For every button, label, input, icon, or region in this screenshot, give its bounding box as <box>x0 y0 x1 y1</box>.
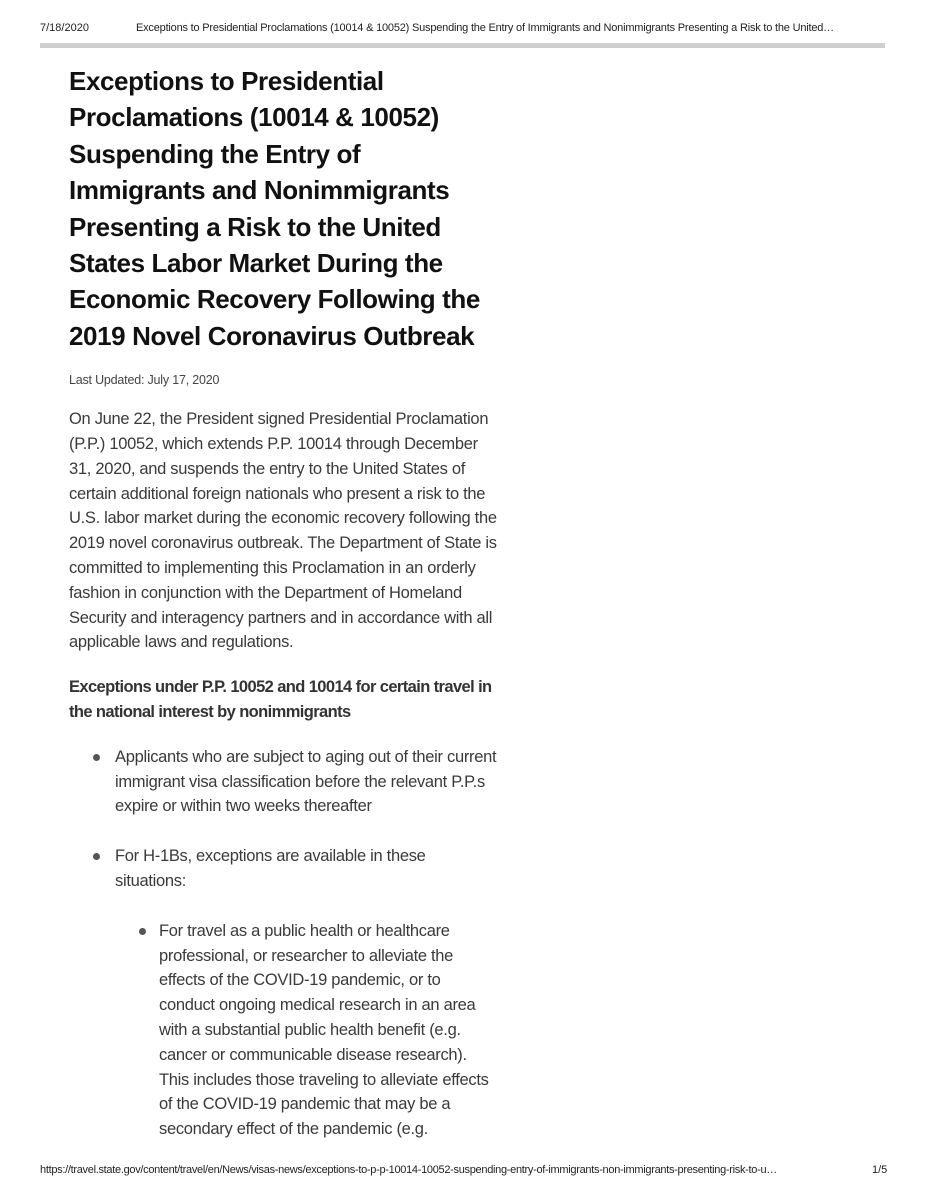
list-item <box>69 844 499 1142</box>
page-number: 1/5 <box>872 1164 888 1176</box>
last-updated-date: Last Updated: July 17, 2020 <box>69 373 220 388</box>
header-divider <box>40 43 885 48</box>
page-url: https://travel.state.gov/content/travel/en/News/visas-news/exceptions-to-p-p-10014-10052-suspending-entry-of-immigrants-non-immigrants-presenting-risk-to-u… <box>40 1164 777 1176</box>
page-title: Exceptions to Presidential Proclamations (10014 & 10052) Suspending the Entry of Immigrants and Nonimmigrants Presenting a Risk to the United States Labor Market During the Economic Recovery Following the 2019 Novel Coronavirus Outbreak <box>69 66 480 351</box>
sub-list-item <box>115 919 499 1142</box>
list-item-text: For H-1Bs, exceptions are available in these situations: <box>115 847 426 890</box>
print-date: 7/18/2020 <box>40 22 89 34</box>
bullet-icon <box>93 754 100 761</box>
exceptions-list <box>69 745 499 1142</box>
article-content <box>69 60 499 1160</box>
list-item <box>69 745 499 819</box>
print-page-title: Exceptions to Presidential Proclamations (10014 & 10052) Suspending the Entry of Immigrants and Nonimmigrants Presenting a Risk to the United… <box>136 22 834 34</box>
print-header <box>0 0 927 48</box>
bullet-icon <box>139 928 146 935</box>
list-item-text: Applicants who are subject to aging out of their current immigrant visa classification before the relevant P.P.s expire or within two weeks thereafter <box>115 747 497 816</box>
bullet-icon <box>93 853 100 860</box>
print-footer <box>0 1160 927 1184</box>
section-heading: Exceptions under P.P. 10052 and 10014 for certain travel in the national interest by nonimmigrants <box>69 678 492 722</box>
sub-list-item-text: For travel as a public health or healthcare professional, or researcher to alleviate the effects of the COVID-19 pandemic, or to conduct ongoing medical research in an area with a substantial public health benefit (e.g. cancer or communicable disease research). This includes those traveling to alleviate effects of the COVID-19 pandemic that may be a secondary effect of the pandemic (e.g. <box>159 921 489 1139</box>
h1b-exceptions-sublist <box>115 919 499 1142</box>
intro-paragraph: On June 22, the President signed Presidential Proclamation (P.P.) 10052, which extends P.P. 10014 through December 31, 2020, and suspends the entry to the United States of certain additional foreign nationals who present a risk to the U.S. labor market during the economic recovery following the 2019 novel coronavirus outbreak. The Department of State is committed to implementing this Proclamation in an orderly fashion in conjunction with the Department of Homeland Security and interagency partners and in accordance with all applicable laws and regulations. <box>69 410 497 652</box>
